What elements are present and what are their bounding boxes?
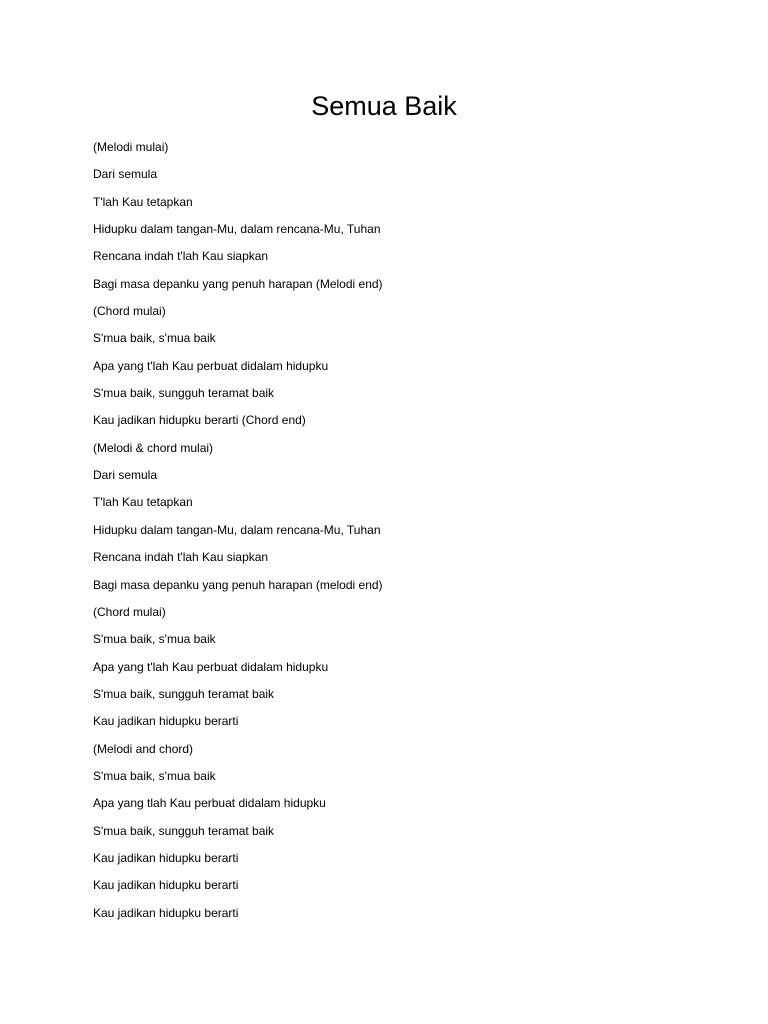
lyric-line: S'mua baik, sungguh teramat baik (93, 686, 275, 701)
lyric-line: (Melodi and chord) (93, 741, 194, 756)
lyric-line: Hidupku dalam tangan-Mu, dalam rencana-Mu, Tuhan (93, 522, 381, 537)
lyric-line: Kau jadikan hidupku berarti (Chord end) (93, 413, 306, 428)
lyric-line: (Chord mulai) (93, 304, 166, 319)
lyric-line: Kau jadikan hidupku berarti (93, 878, 239, 893)
lyric-line: Kau jadikan hidupku berarti (93, 850, 239, 865)
lyric-line: Kau jadikan hidupku berarti (93, 905, 239, 920)
lyric-line: Bagi masa depanku yang penuh harapan (Melodi end) (93, 276, 383, 291)
lyric-line: T'lah Kau tetapkan (93, 495, 193, 510)
lyric-line: Dari semula (93, 468, 158, 483)
lyric-line: Kau jadikan hidupku berarti (93, 714, 239, 729)
lyric-line: Dari semula (93, 167, 158, 182)
lyric-line: Apa yang t'lah Kau perbuat didalam hidupku (93, 659, 329, 674)
lyric-line: (Melodi mulai) (93, 140, 169, 154)
lyric-line: (Melodi & chord mulai) (93, 440, 214, 455)
lyric-line: Apa yang t'lah Kau perbuat didalam hidupku (93, 358, 329, 373)
lyric-line: S'mua baik, sungguh teramat baik (93, 386, 275, 401)
lyric-line: S'mua baik, s'mua baik (93, 331, 216, 346)
lyric-line: Rencana indah t'lah Kau siapkan (93, 550, 269, 565)
lyrics-list (93, 134, 713, 927)
lyric-line: Hidupku dalam tangan-Mu, dalam rencana-Mu, Tuhan (93, 222, 381, 237)
lyric-line: Apa yang tlah Kau perbuat didalam hidupku (93, 796, 326, 811)
page-title: Semua Baik (311, 91, 457, 121)
lyric-line: T'lah Kau tetapkan (93, 194, 193, 209)
lyric-line: Bagi masa depanku yang penuh harapan (melodi end) (93, 577, 383, 592)
lyric-line: Rencana indah t'lah Kau siapkan (93, 249, 269, 264)
lyric-line: S'mua baik, s'mua baik (93, 768, 216, 783)
lyric-line: S'mua baik, sungguh teramat baik (93, 823, 275, 838)
lyric-line: (Chord mulai) (93, 604, 166, 619)
lyric-line: S'mua baik, s'mua baik (93, 632, 216, 647)
